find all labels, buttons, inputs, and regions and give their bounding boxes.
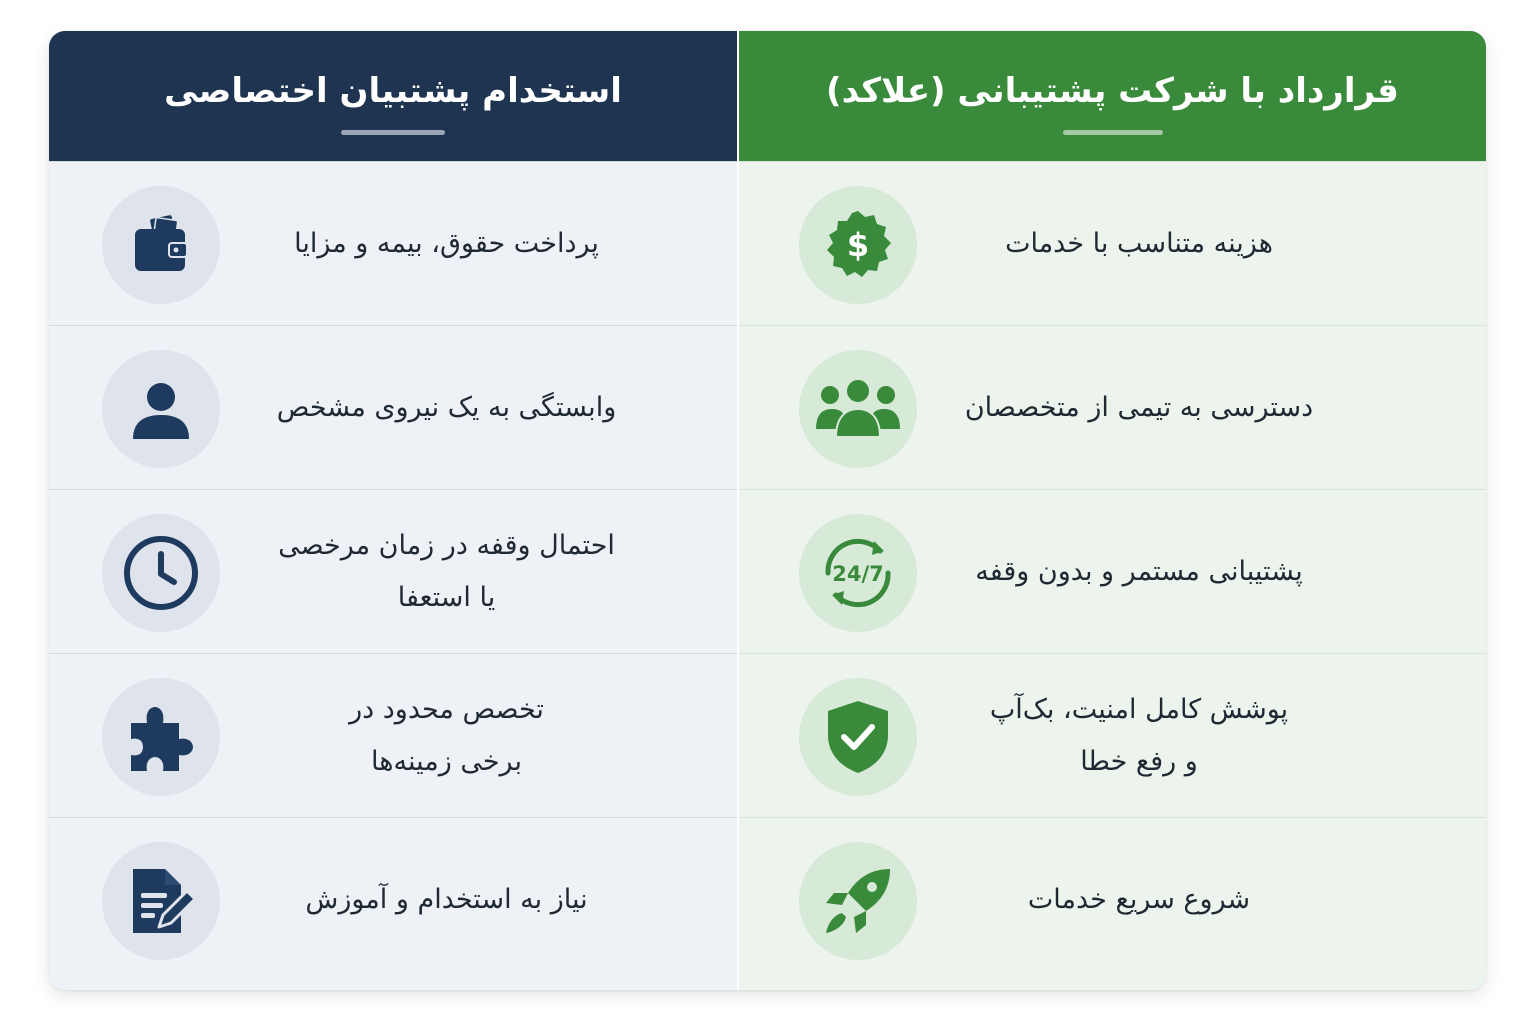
in-house-header	[49, 31, 737, 161]
in-house-row-text: تخصص محدود در برخی زمینه‌ها	[349, 693, 544, 777]
outsourced-row-text: شروع سریع خدمات	[1027, 883, 1251, 915]
in-house-row-text: احتمال وقفه در زمان مرخصی یا استعفا	[278, 529, 615, 613]
outsourced-title: قرارداد با شرکت پشتیبانی (علاکد)	[826, 71, 1399, 111]
outsourced-row-support	[739, 489, 1486, 653]
in-house-row-dependency	[49, 325, 737, 489]
title-underline	[1063, 130, 1163, 135]
in-house-row-interruption	[49, 489, 737, 653]
support-24-7-label: 24/7	[832, 562, 884, 586]
in-house-row-text: وابستگی به یک نیروی مشخص	[276, 391, 617, 423]
outsourced-row-text: پوشش کامل امنیت، بک‌آپ و رفع خطا	[989, 693, 1289, 777]
in-house-row-hiring	[49, 817, 737, 981]
document-edit-icon	[102, 842, 220, 960]
in-house-row-text: نیاز به استخدام و آموزش	[305, 883, 588, 915]
outsourced-row-text: هزینه متناسب با خدمات	[1005, 227, 1273, 259]
support-24-7-icon	[799, 514, 917, 632]
in-house-row-salary	[49, 161, 737, 325]
in-house-column	[49, 31, 737, 990]
comparison-card	[49, 31, 1486, 990]
person-icon	[102, 350, 220, 468]
rocket-icon	[799, 842, 917, 960]
outsourced-column	[737, 31, 1486, 990]
in-house-row-text: پرداخت حقوق، بیمه و مزایا	[294, 227, 599, 259]
outsourced-row-cost	[739, 161, 1486, 325]
outsourced-row-text: دسترسی به تیمی از متخصصان	[964, 391, 1314, 423]
dollar-badge-icon	[799, 186, 917, 304]
outsourced-row-fast-start	[739, 817, 1486, 981]
svg-text:$: $	[846, 226, 870, 264]
puzzle-icon	[102, 678, 220, 796]
outsourced-header	[739, 31, 1486, 161]
outsourced-row-security	[739, 653, 1486, 817]
wallet-icon	[102, 186, 220, 304]
clock-icon	[102, 514, 220, 632]
title-underline	[341, 130, 445, 135]
team-icon	[799, 350, 917, 468]
outsourced-row-text: پشتیبانی مستمر و بدون وقفه	[975, 555, 1303, 587]
in-house-title: استخدام پشتبیان اختصاصی	[164, 71, 622, 111]
shield-check-icon	[799, 678, 917, 796]
outsourced-row-team	[739, 325, 1486, 489]
in-house-row-expertise	[49, 653, 737, 817]
